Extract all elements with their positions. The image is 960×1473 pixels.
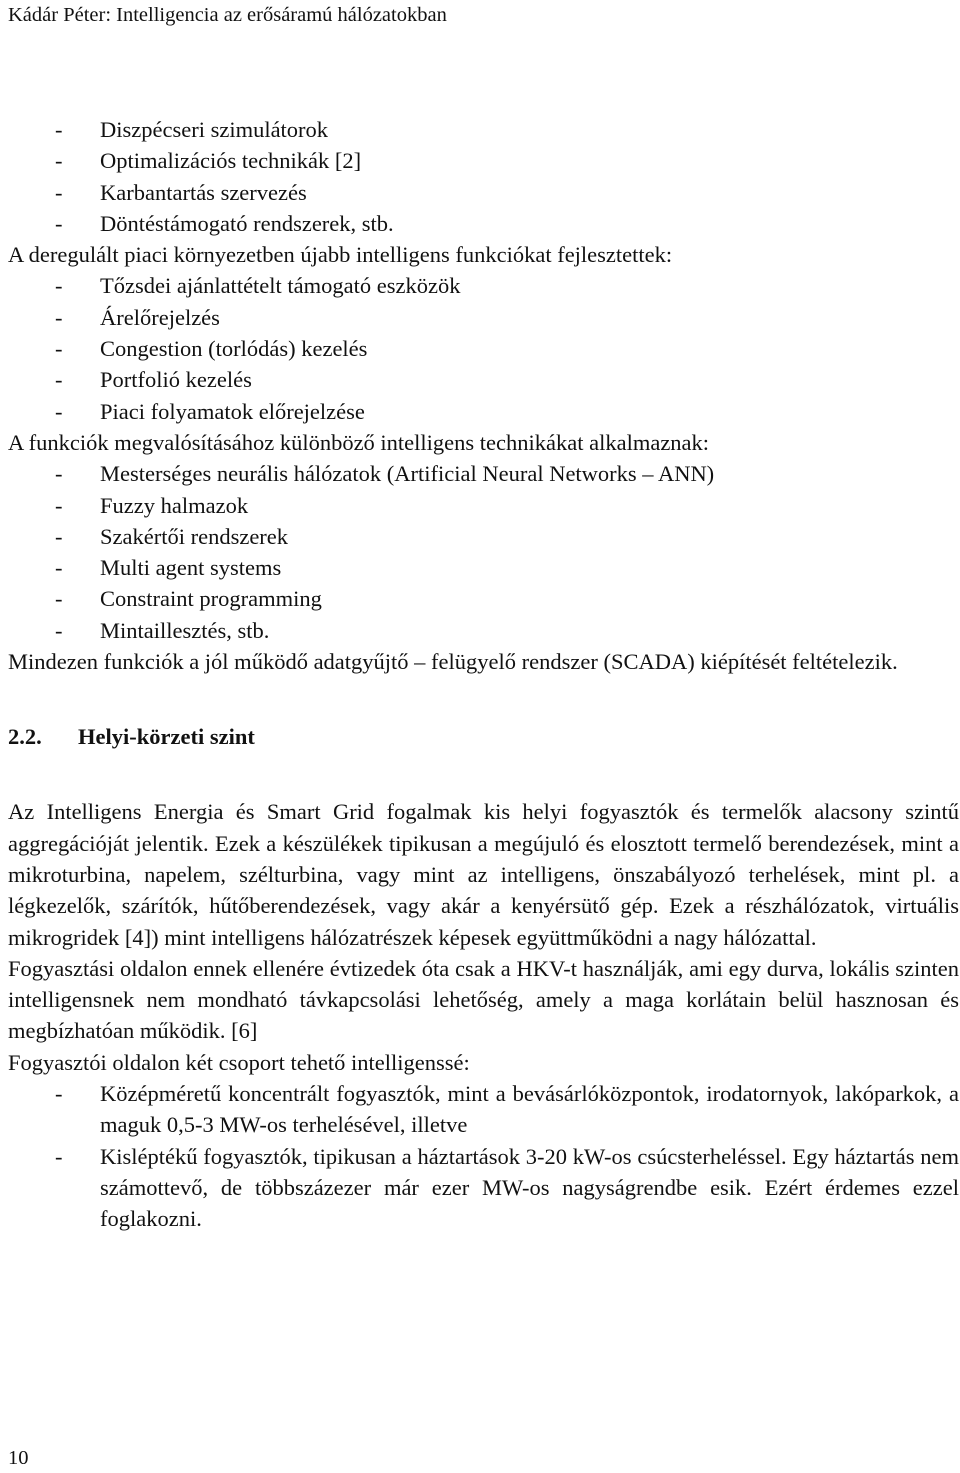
list-item [8,521,959,552]
list-item-text: Multi agent systems [100,555,282,581]
list-item-text: Diszpécseri szimulátorok [100,117,329,142]
list-item [8,583,959,614]
page-number: 10 [8,1447,29,1469]
list-item [8,270,959,301]
bullet-list-market-functions [8,270,959,426]
list-item-text: Constraint programming [100,586,322,612]
bullet-list-consumer-groups [8,1078,959,1234]
list-item [8,396,959,427]
bullet-dash: - [55,461,63,487]
list-item [8,364,959,395]
paragraph-hkv: Fogyasztási oldalon ennek ellenére évtizedek óta csak a HKV-t használják, ami egy durva, lokális szinten intelligensnek nem mondható távkapcsolási lehetőség, amely a maga korlátain belül hasznosan és megbízhatóan működik. [6] [8,955,959,1044]
bullet-dash: - [55,210,63,236]
bullet-list-operations [8,114,959,239]
list-item [8,615,959,646]
list-item-text: Mintaillesztés, stb. [100,617,270,643]
bullet-dash: - [55,1081,63,1107]
list-item-text: Congestion (torlódás) kezelés [100,336,368,362]
paragraph-consumer-groups: Fogyasztói oldalon két csoport tehető intelligenssé: [8,1049,470,1075]
bullet-dash: - [55,336,63,362]
bullet-dash: - [55,555,63,581]
section-title: Helyi-körzeti szint [78,724,255,750]
list-item [8,552,959,583]
bullet-dash: - [55,492,63,518]
list-item-text: Karbantartás szervezés [100,179,307,205]
list-item-text: Tőzsdei ajánlattételt támogató eszközök [100,273,461,299]
list-item-text: Optimalizációs technikák [2] [100,148,362,174]
list-item [8,302,959,333]
list-item [8,1141,959,1235]
bullet-dash: - [55,148,63,174]
list-item [8,145,959,176]
list-item [8,333,959,364]
bullet-dash: - [55,617,63,643]
bullet-dash: - [55,398,63,424]
bullet-dash: - [55,273,63,299]
list-item [8,114,959,145]
bullet-dash: - [55,586,63,612]
list-item-text: Piaci folyamatok előrejelzése [100,398,365,424]
paragraph-deregulated-market: A deregulált piaci környezetben újabb intelligens funkciókat fejlesztettek: [8,242,673,268]
list-item-text: Szakértői rendszerek [100,523,289,549]
list-item [8,208,959,239]
bullet-dash: - [55,523,63,549]
bullet-dash: - [55,1143,63,1169]
bullet-dash: - [55,367,63,393]
list-item-text: Döntéstámogató rendszerek, stb. [100,210,394,236]
list-item [8,177,959,208]
document-body [8,114,959,1235]
list-item [8,458,959,489]
list-item-text: Kisléptékű fogyasztók, tipikusan a háztartások 3-20 kW-os csúcsterheléssel. Egy háztartás nem számottevő, de többszázezer már ezer MW-os nagyságrendbe esik. Ezért érdemes ezzel foglakozni. [100,1143,959,1232]
list-item-text: Középméretű koncentrált fogyasztók, mint a bevásárlóközpontok, irodatornyok, lakóparkok, a maguk 0,5-3 MW-os terhelésével, illetve [100,1081,959,1138]
section-number: 2.2. [8,724,42,750]
list-item-text: Árelőrejelzés [100,304,220,330]
list-item-text: Fuzzy halmazok [100,492,249,518]
list-item [8,490,959,521]
list-item-text: Mesterséges neurális hálózatok (Artificial Neural Networks – ANN) [100,461,715,487]
paragraph-scada: Mindezen funkciók a jól működő adatgyűjtő – felügyelő rendszer (SCADA) kiépítését feltételezik. [8,649,898,675]
paragraph-techniques-intro: A funkciók megvalósításához különböző intelligens technikákat alkalmaznak: [8,429,710,455]
list-item [8,1078,959,1141]
bullet-list-techniques [8,458,959,646]
running-header: Kádár Péter: Intelligencia az erősáramú hálózatokban [8,4,447,26]
bullet-dash: - [55,304,63,330]
paragraph-smart-grid: Az Intelligens Energia és Smart Grid fogalmak kis helyi fogyasztók és termelők alacsony szintű aggregációját jelentik. Ezek a készülékek tipikusan a megújuló és elosztott termelő berendezések, mint a mikroturbina, napelem, szélturbina, vagy mint az intelligens, önszabályozó terhelések, mint pl. a légkezelők, szárítók, hűtőberendezések, vagy akár a kenyérsütő gép. Ezek a részhálózatok, virtuális mikrogridek [4]) mint intelligens hálózatrészek képesek együttműködni a nagy hálózattal. [8,799,959,950]
bullet-dash: - [55,117,63,142]
bullet-dash: - [55,179,63,205]
section-heading [8,721,959,752]
list-item-text: Portfolió kezelés [100,367,252,393]
